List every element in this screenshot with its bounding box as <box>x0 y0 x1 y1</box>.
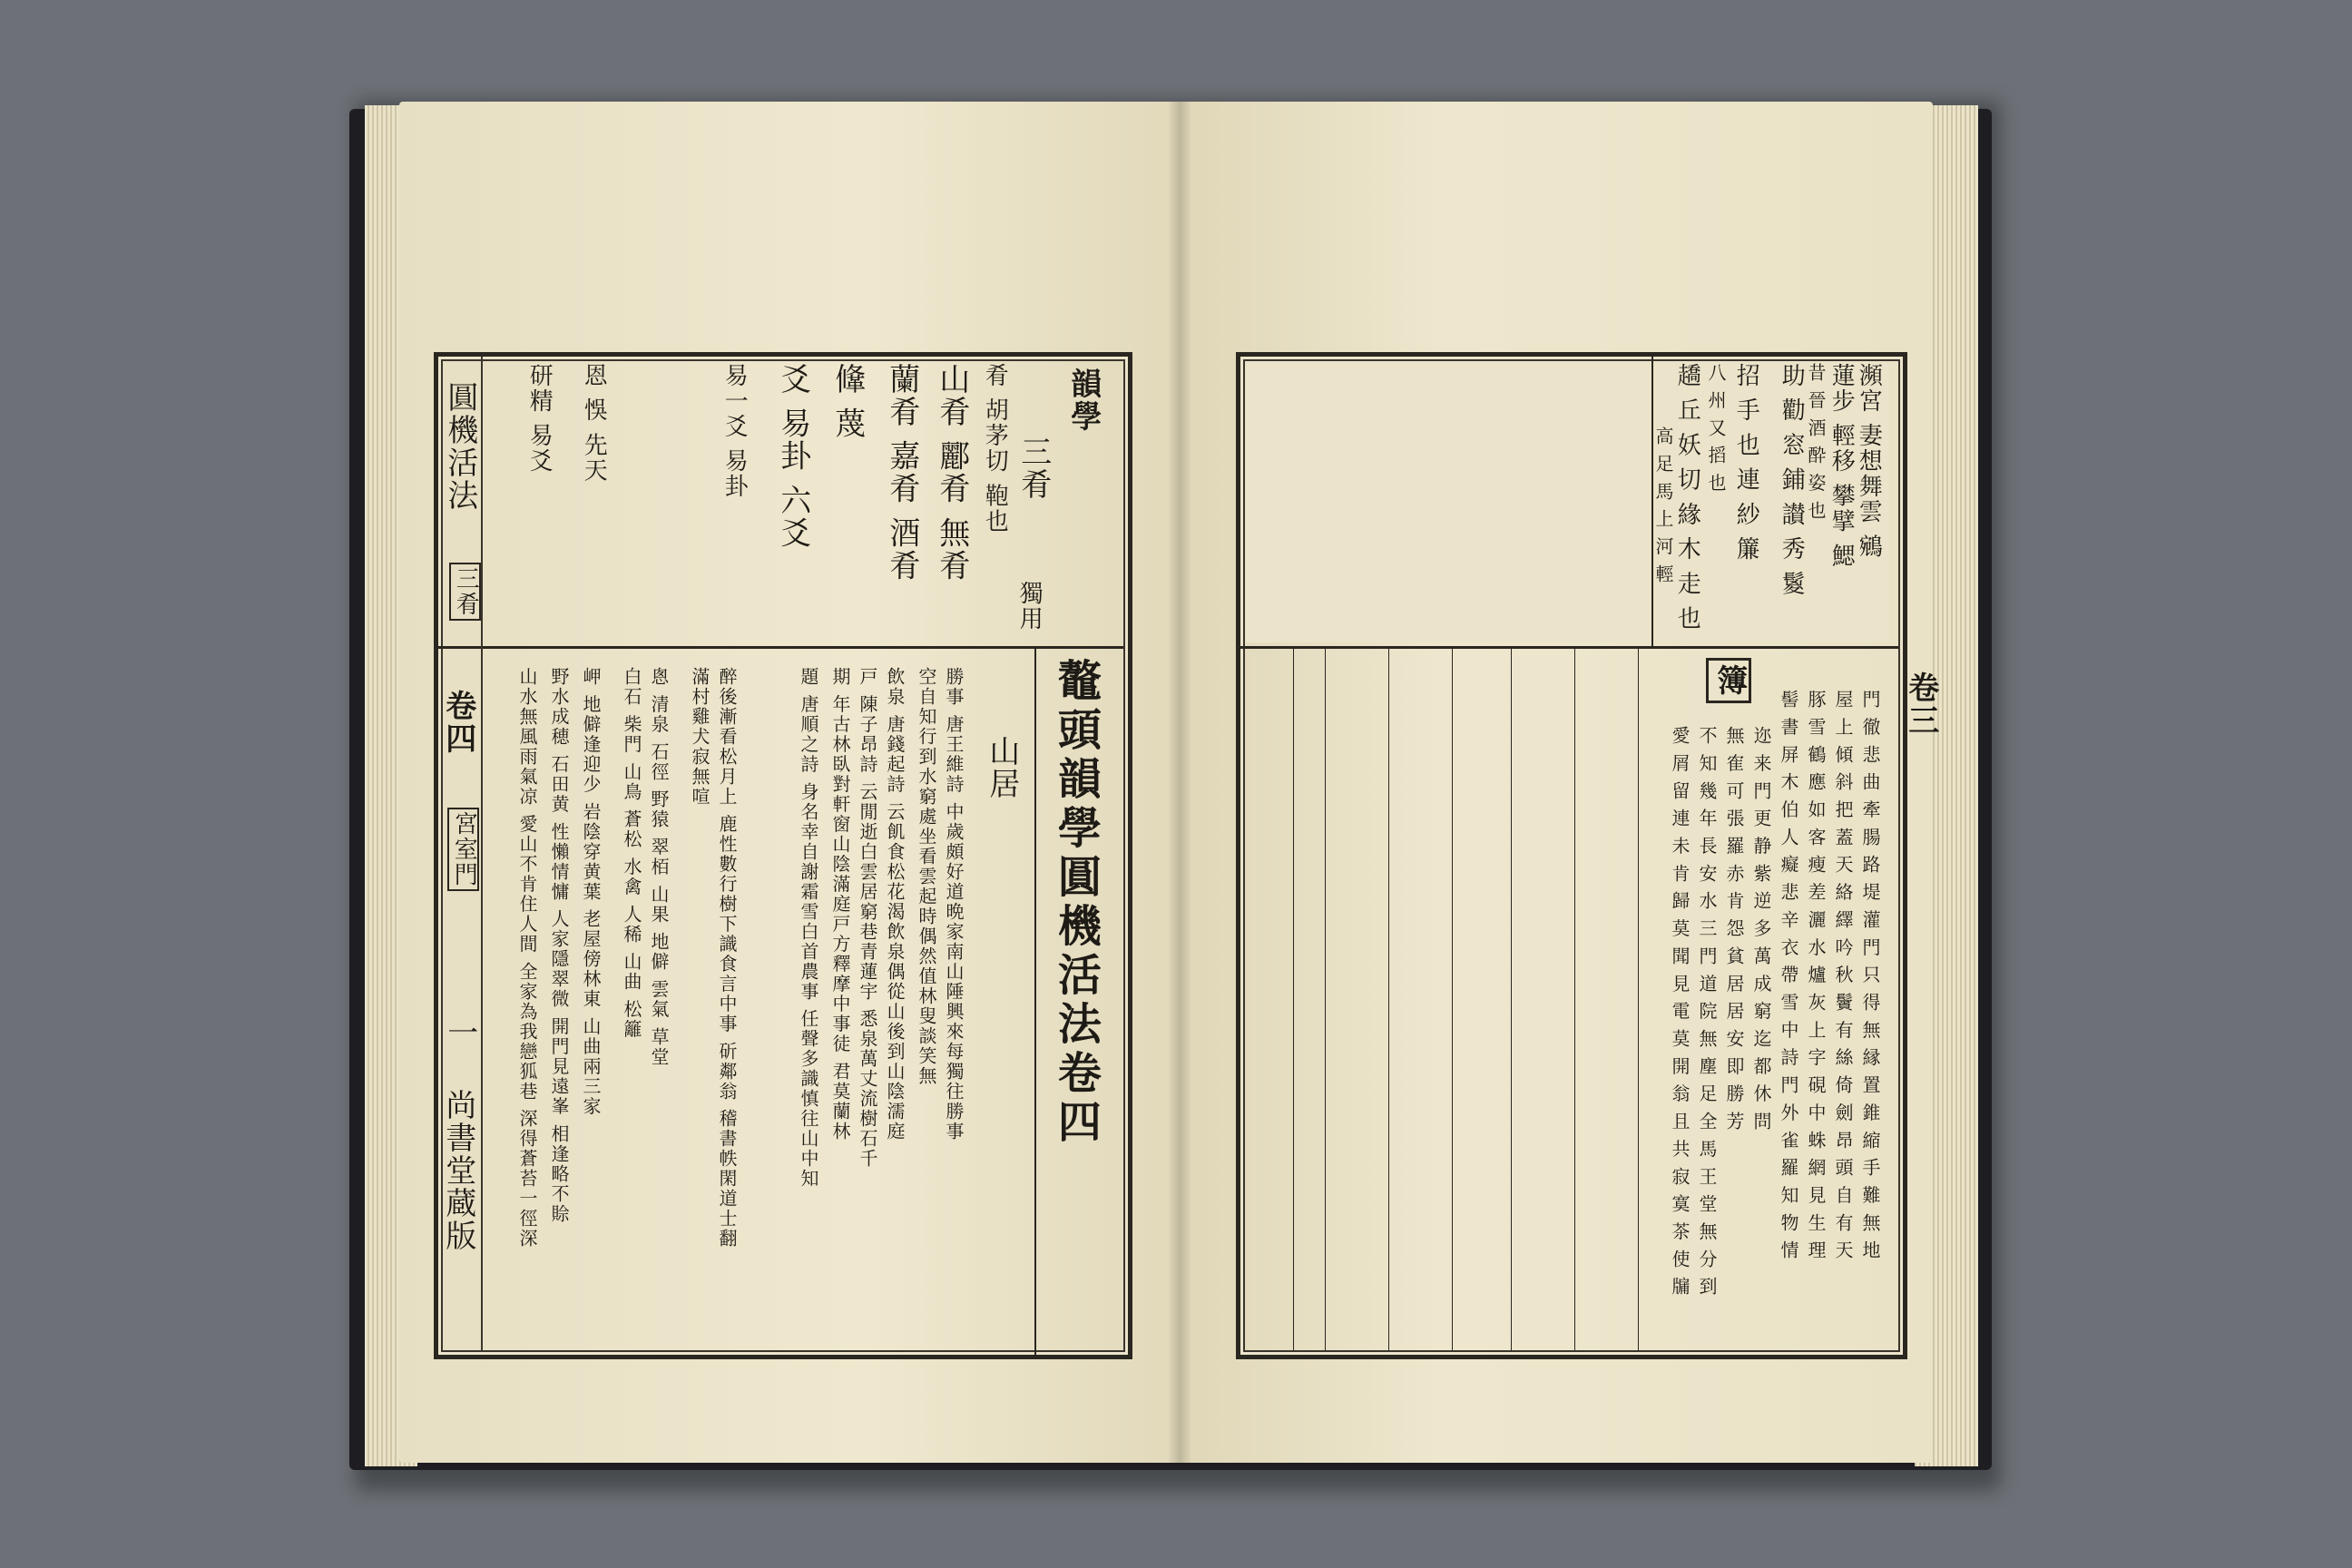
lower-column: 期 年古林臥對軒窗山陰滿庭戸方釋摩中事徒 君莫蘭林 <box>829 667 851 1142</box>
right-upper-column: 蓮步 輕移 攀擘 鰓 <box>1828 363 1856 569</box>
right-lower-column: 迩 来 門 更 静 紫 逆 多 萬 成 窮 迄 都 休 問 <box>1750 726 1772 1132</box>
right-upper-column: 助 勸 窓 鋪 讃 秀 鬉 <box>1778 363 1806 597</box>
lower-column: 飲泉 唐錢起詩 云飢食松花渴飲泉偶從山後到山陰濡庭 <box>884 667 906 1142</box>
right-lower-column: 無 隺 可 張 羅 赤 肯 怨 貧 居 居 安 即 勝 芳 <box>1723 726 1745 1132</box>
right-upper-column: 招 手 也 連 紗 簾 <box>1732 363 1760 563</box>
upper-column: 研精 易爻 <box>525 363 554 475</box>
ruled-column-line <box>1574 649 1575 1350</box>
right-lower-column: 門 徹 悲 曲 牽 腸 路 堤 灌 門 只 得 無 縁 置 錐 縮 手 難 無 地 <box>1859 690 1881 1261</box>
lower-column: 滿村雞犬寂無喧 <box>689 667 710 807</box>
right-lower-column: 髻 書 屏 木 伯 人 癡 悲 辛 衣 帶 雪 中 詩 門 外 雀 羅 知 物 情 <box>1778 690 1799 1261</box>
lower-column: 山水無風雨氣凉 愛山不肯住人間 全家為我戀狐巷 深得蒼苔一徑深 <box>516 667 538 1250</box>
upper-column: 爻 易卦 六爻 <box>774 363 811 550</box>
upper-column: 恩 悞 先天 <box>580 363 608 484</box>
right-lower-column: 不 知 幾 年 長 安 水 三 門 道 院 無 塵 足 全 馬 王 堂 無 分 到 <box>1696 726 1718 1298</box>
ruled-column-line <box>1293 649 1294 1350</box>
ruled-column-line <box>1388 649 1389 1350</box>
right-upper-column: 昔 晉 酒 酔 姿 也 <box>1805 363 1827 521</box>
ruled-column-line <box>1325 649 1326 1350</box>
right-lower-column: 愛 屑 留 連 未 肯 歸 莫 聞 見 電 莫 開 翁 且 共 寂 寞 茶 使 牖 <box>1669 726 1690 1298</box>
lower-column: 野水成穂 石田黄 性懶情慵 人家隱翠微 開門見遠峯 相逢略不賒 <box>548 667 570 1224</box>
right-upper-column: 高 足 馬 上 河 輕 <box>1652 426 1674 584</box>
upper-column: 肴 胡茅切 鞄也 <box>981 363 1009 534</box>
right-divider <box>1240 646 1898 649</box>
lower-column: 勝事 唐王維詩 中歲頗好道晩家南山陲興來每獨往勝事 <box>943 667 965 1142</box>
lower-column: 醉後漸看松月上 鹿性數行樹下識食言中事 斫鄰翁 稽書帙閑道士翻 <box>716 667 738 1250</box>
right-lower-column: 屋 上 傾 斜 把 蓋 天 絡 繹 吟 秋 鬢 有 絲 倚 劍 昂 頭 自 有 天 <box>1832 690 1854 1261</box>
rhyme-note: 獨用 <box>1015 581 1044 632</box>
right-upper-column: 趫 丘 妖 切 緣 木 走 也 <box>1673 363 1701 632</box>
left-divider <box>438 646 1123 649</box>
spine-title: 圓機活法 <box>441 381 478 512</box>
upper-column: 蘭肴 嘉肴 酒肴 <box>883 363 920 583</box>
upper-column: 山肴 酈肴 無肴 <box>933 363 970 583</box>
volume-title: 鼇頭韻學圓機活法卷四 <box>1050 658 1102 1148</box>
upper-header: 韻學 <box>1064 368 1102 433</box>
lower-column: 悤 清泉 石徑 野猿 翠栢 山果 地僻 雲氣 草堂 <box>648 667 670 1067</box>
right-spine-volume: 卷三 <box>1902 671 1939 737</box>
lower-heading: 簿 <box>1706 658 1751 703</box>
book-gutter <box>1169 102 1191 1463</box>
lower-column: 空自知行到水窮處坐看雲起時偶然值林叟談笑無 <box>916 667 937 1086</box>
lower-column: 白石 柴門 山鳥 蒼松 水禽 人稀 山曲 松籬 <box>621 667 642 1040</box>
right-upper-column: 瀕宮 妻想舞雲 鵷 <box>1855 363 1883 560</box>
lower-column: 岬 地僻逢迎少 岩陰穿黄葉 老屋傍林東 山曲兩三家 <box>580 667 602 1117</box>
right-lower-column: 豚 雪 鶴 應 如 客 瘦 差 灑 水 爐 灰 上 字 硯 中 蛛 網 見 生 理 <box>1805 690 1827 1261</box>
lower-column: 題 唐順之詩 身名幸自謝霜雪白首農事 任聲多識慎往山中知 <box>798 667 819 1190</box>
rhyme-heading: 三肴 <box>1014 436 1052 501</box>
ruled-column-line <box>1638 649 1639 1350</box>
upper-column: 易一爻 易卦 <box>720 363 749 500</box>
spine-rule <box>481 357 483 1350</box>
spine-section: 三肴 <box>449 563 481 621</box>
lower-column: 戸 陳子昂詩 云閒逝白雲居窮巷青蓮宇 悉泉萬丈流樹石千 <box>857 667 878 1170</box>
left-title-rule <box>1034 646 1036 1355</box>
ruled-column-line <box>1452 649 1453 1350</box>
section-title: 山居 <box>983 735 1020 800</box>
spine-volume: 卷四 <box>439 690 476 755</box>
upper-column: 鞗 蔑 <box>828 363 866 440</box>
spine-page-number: 一 <box>441 1016 478 1049</box>
right-upper-column: 八 州 又 搯 也 <box>1705 363 1727 494</box>
ruled-column-line <box>1511 649 1512 1350</box>
spine-category: 宮室門 <box>447 808 479 891</box>
publisher: 尚書堂蔵版 <box>439 1089 476 1252</box>
